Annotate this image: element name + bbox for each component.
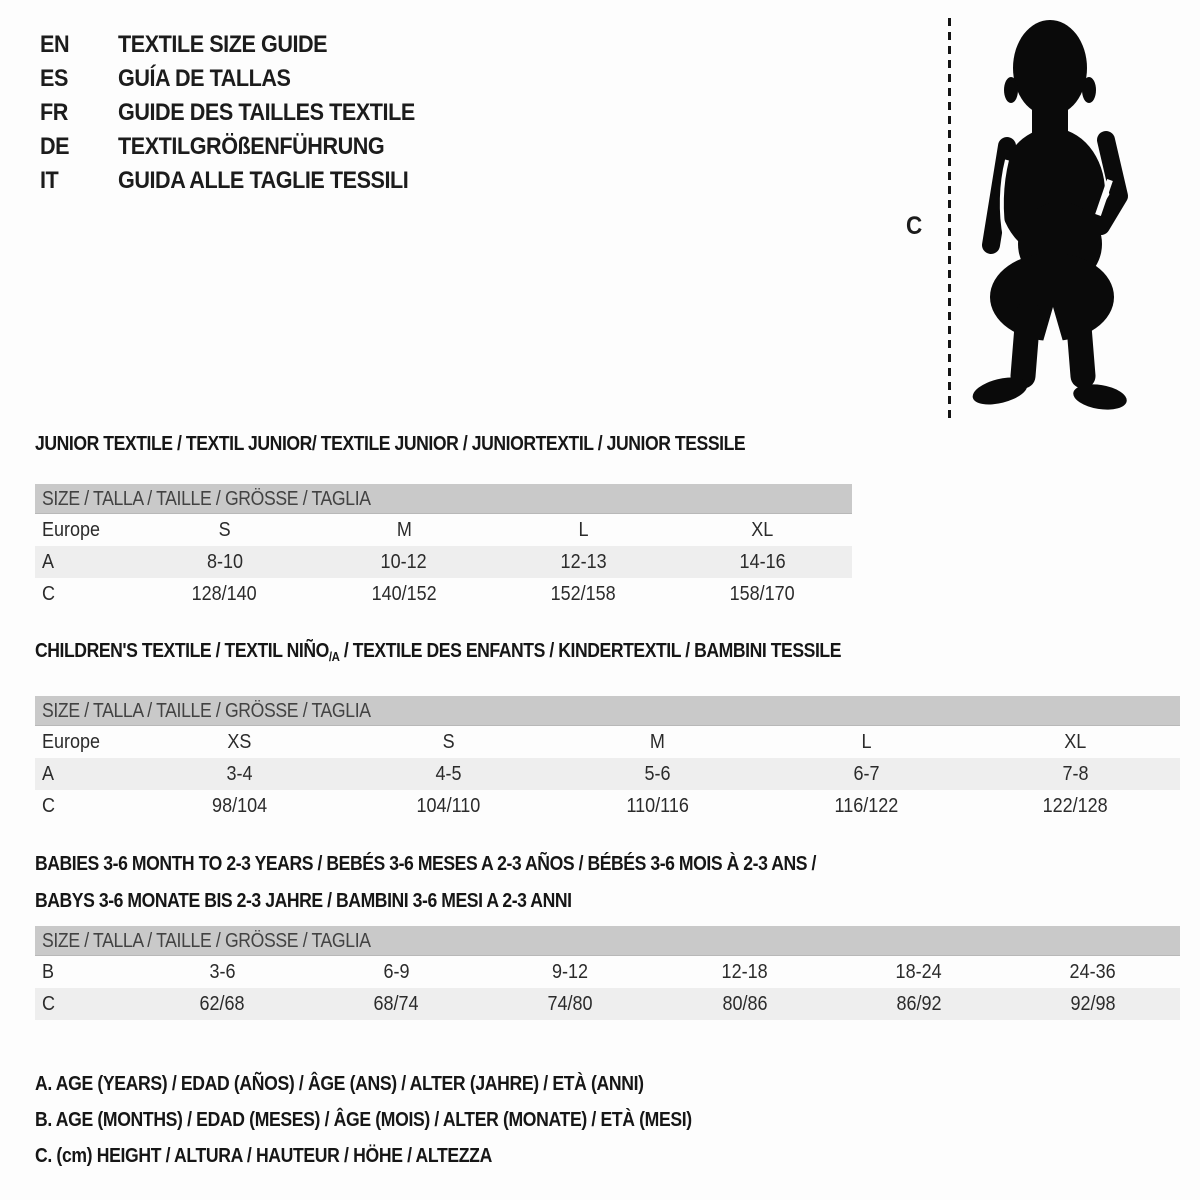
- height-value: 92/98: [1070, 992, 1116, 1015]
- row-label-a: A: [42, 762, 55, 785]
- row-label-c: C: [42, 794, 56, 817]
- junior-height-row: [35, 578, 852, 610]
- size-column-header: M: [649, 730, 665, 753]
- age-value: 6-7: [853, 762, 880, 785]
- height-value: 80/86: [722, 992, 768, 1015]
- height-value: 74/80: [547, 992, 593, 1015]
- height-value: 122/128: [1042, 794, 1109, 817]
- junior-columns-row: [35, 514, 852, 546]
- size-column-header: L: [861, 730, 872, 753]
- row-label-c: C: [42, 992, 56, 1015]
- language-code: ES: [40, 65, 68, 92]
- height-value: 110/116: [626, 794, 689, 817]
- height-measure-label: C: [906, 212, 923, 240]
- size-header-bar: [35, 484, 852, 514]
- age-months-value: 6-9: [383, 960, 410, 983]
- junior-age-row: [35, 546, 852, 578]
- language-row-fr: [40, 96, 448, 130]
- height-value: 140/152: [371, 582, 437, 605]
- size-column-header: L: [578, 518, 589, 541]
- language-title: TEXTILE SIZE GUIDE: [118, 31, 328, 58]
- height-value: 86/92: [896, 992, 942, 1015]
- age-value: 8-10: [206, 550, 243, 573]
- language-code: IT: [40, 167, 59, 194]
- language-code: DE: [40, 133, 70, 160]
- height-measure-dashed-line: [948, 18, 951, 418]
- language-title: GUÍA DE TALLAS: [118, 65, 291, 92]
- legend-line-a: A. AGE (YEARS) / EDAD (AÑOS) / ÂGE (ANS) / ALTER (JAHRE) / ETÀ (ANNI): [35, 1073, 644, 1095]
- size-header-label: SIZE / TALLA / TAILLE / GRÖSSE / TAGLIA: [42, 488, 371, 510]
- height-value: 68/74: [373, 992, 419, 1015]
- size-header-label: SIZE / TALLA / TAILLE / GRÖSSE / TAGLIA: [42, 930, 371, 952]
- region-label: Europe: [42, 518, 101, 541]
- age-value: 14-16: [739, 550, 786, 573]
- language-row-it: [40, 164, 448, 198]
- size-header-bar: [35, 696, 1180, 726]
- language-title: TEXTILGRÖßENFÜHRUNG: [118, 133, 385, 160]
- language-code: EN: [40, 31, 70, 58]
- babies-textile-section: [35, 846, 1180, 1020]
- children-section-title: CHILDREN'S TEXTILE / TEXTIL $NIÑO_{/A}$ / TEXTILE DES ENFANTS / KINDERTEXTIL / BAMBINI TESSILE: [35, 640, 842, 664]
- babies-height-row: [35, 988, 1180, 1020]
- junior-size-table: [35, 484, 852, 610]
- babies-section-title-line1: BABIES 3-6 MONTH TO 2-3 YEARS / BEBÉS 3-6 MESES A 2-3 AÑOS / BÉBÉS 3-6 MOIS À 2-3 ANS /: [35, 853, 816, 875]
- children-size-table: [35, 696, 1180, 822]
- row-label-b: B: [42, 960, 55, 983]
- children-age-row: [35, 758, 1180, 790]
- height-value: 158/170: [729, 582, 795, 605]
- height-value: 62/68: [199, 992, 245, 1015]
- junior-textile-section: [35, 433, 852, 610]
- language-row-de: [40, 130, 448, 164]
- language-title-list: [40, 28, 448, 198]
- junior-section-title: JUNIOR TEXTILE / TEXTIL JUNIOR/ TEXTILE JUNIOR / JUNIORTEXTIL / JUNIOR TESSILE: [35, 433, 746, 455]
- toddler-silhouette-image: [960, 16, 1138, 420]
- children-textile-section: [35, 640, 1180, 822]
- age-months-value: 18-24: [895, 960, 942, 983]
- babies-size-table: [35, 926, 1180, 1020]
- size-column-header: S: [442, 730, 455, 753]
- height-value: 98/104: [211, 794, 268, 817]
- legend-line-c: C. (cm) HEIGHT / ALTURA / HAUTEUR / HÖHE / ALTEZZA: [35, 1145, 492, 1167]
- age-value: 10-12: [380, 550, 427, 573]
- row-label-c: C: [42, 582, 56, 605]
- age-value: 12-13: [560, 550, 607, 573]
- children-height-row: [35, 790, 1180, 822]
- nino-a-subscript: /A: [328, 649, 340, 664]
- legend-line-b: B. AGE (MONTHS) / EDAD (MESES) / ÂGE (MOIS) / ALTER (MONATE) / ETÀ (MESI): [35, 1109, 692, 1131]
- age-value: 4-5: [435, 762, 462, 785]
- row-label-a: A: [42, 550, 55, 573]
- age-months-value: 9-12: [552, 960, 589, 983]
- babies-section-title-line2: BABYS 3-6 MONATE BIS 2-3 JAHRE / BAMBINI 3-6 MESI A 2-3 ANNI: [35, 890, 572, 912]
- size-header-label: SIZE / TALLA / TAILLE / GRÖSSE / TAGLIA: [42, 700, 371, 722]
- language-code: FR: [40, 99, 68, 126]
- size-header-bar: [35, 926, 1180, 956]
- size-column-header: XL: [751, 518, 774, 541]
- size-column-header: XL: [1064, 730, 1087, 753]
- language-row-en: [40, 28, 448, 62]
- age-value: 3-4: [226, 762, 253, 785]
- age-months-value: 12-18: [721, 960, 768, 983]
- age-value: 5-6: [644, 762, 671, 785]
- language-title: GUIDE DES TAILLES TEXTILE: [118, 99, 415, 126]
- children-columns-row: [35, 726, 1180, 758]
- size-column-header: S: [218, 518, 231, 541]
- language-title: GUIDA ALLE TAGLIE TESSILI: [118, 167, 409, 194]
- age-value: 7-8: [1062, 762, 1089, 785]
- height-value: 116/122: [834, 794, 899, 817]
- size-column-header: XS: [227, 730, 252, 753]
- region-label: Europe: [42, 730, 101, 753]
- height-value: 128/140: [192, 582, 258, 605]
- babies-age-months-row: [35, 956, 1180, 988]
- age-months-value: 24-36: [1069, 960, 1116, 983]
- size-column-header: M: [396, 518, 412, 541]
- measurement-legend: [35, 1066, 781, 1174]
- height-value: 104/110: [416, 794, 481, 817]
- height-value: 152/158: [550, 582, 616, 605]
- age-months-value: 3-6: [209, 960, 236, 983]
- language-row-es: [40, 62, 448, 96]
